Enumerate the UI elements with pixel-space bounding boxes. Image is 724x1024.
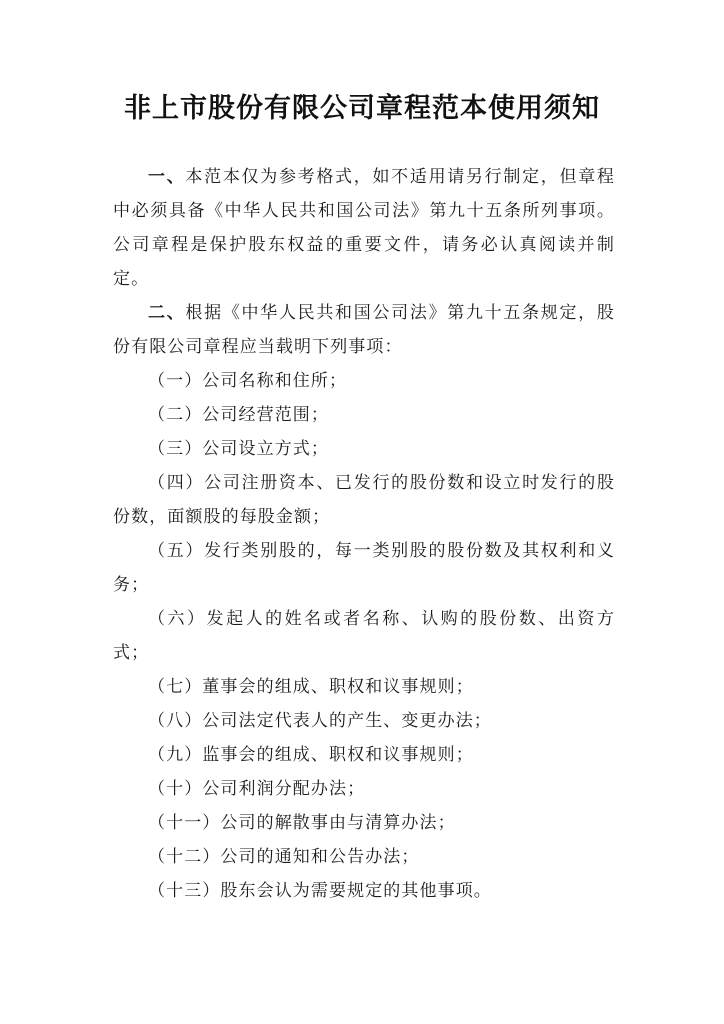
document-title: 非上市股份有限公司章程范本使用须知 <box>124 93 600 124</box>
list-item-6: （六）发起人的姓名或者名称、认购的股份数、出资方式； <box>113 609 615 663</box>
list-item-12: （十二）公司的通知和公告办法； <box>148 847 420 867</box>
paragraph-2 <box>113 296 615 364</box>
paragraph-2-text: 根据《中华人民共和国公司法》第九十五条规定，股份有限公司章程应当载明下列事项： <box>113 303 615 357</box>
list-item-9: （九）监事会的组成、职权和议事规则； <box>148 745 474 765</box>
paragraph-1-text: 本范本仅为参考格式，如不适用请另行制定，但章程中必须具备《中华人民共和国公司法》第九十五条所列事项。公司章程是保护股东权益的重要文件，请务必认真阅读并制定。 <box>113 167 615 289</box>
list-item-5: （五）发行类别股的，每一类别股的股份数及其权利和义务； <box>113 541 615 595</box>
list-item-1: （一）公司名称和住所； <box>148 371 348 391</box>
list-item-7: （七）董事会的组成、职权和议事规则； <box>148 677 474 697</box>
list-item-11: （十一）公司的解散事由与清算办法； <box>148 813 456 833</box>
paragraph-2-lead: 二、 <box>148 303 186 323</box>
document-body <box>113 160 615 908</box>
list-item-10: （十）公司利润分配办法； <box>148 779 366 799</box>
list-item-3: （三）公司设立方式； <box>148 439 329 459</box>
list-item-13: （十三）股东会认为需要规定的其他事项。 <box>148 881 492 901</box>
paragraph-1-lead: 一、 <box>148 167 186 187</box>
list-item-2: （二）公司经营范围； <box>148 405 329 425</box>
list-item-8: （八）公司法定代表人的产生、变更办法； <box>148 711 492 731</box>
paragraph-1 <box>113 160 615 296</box>
list-item-4: （四）公司注册资本、已发行的股份数和设立时发行的股份数，面额股的每股金额； <box>113 473 615 527</box>
